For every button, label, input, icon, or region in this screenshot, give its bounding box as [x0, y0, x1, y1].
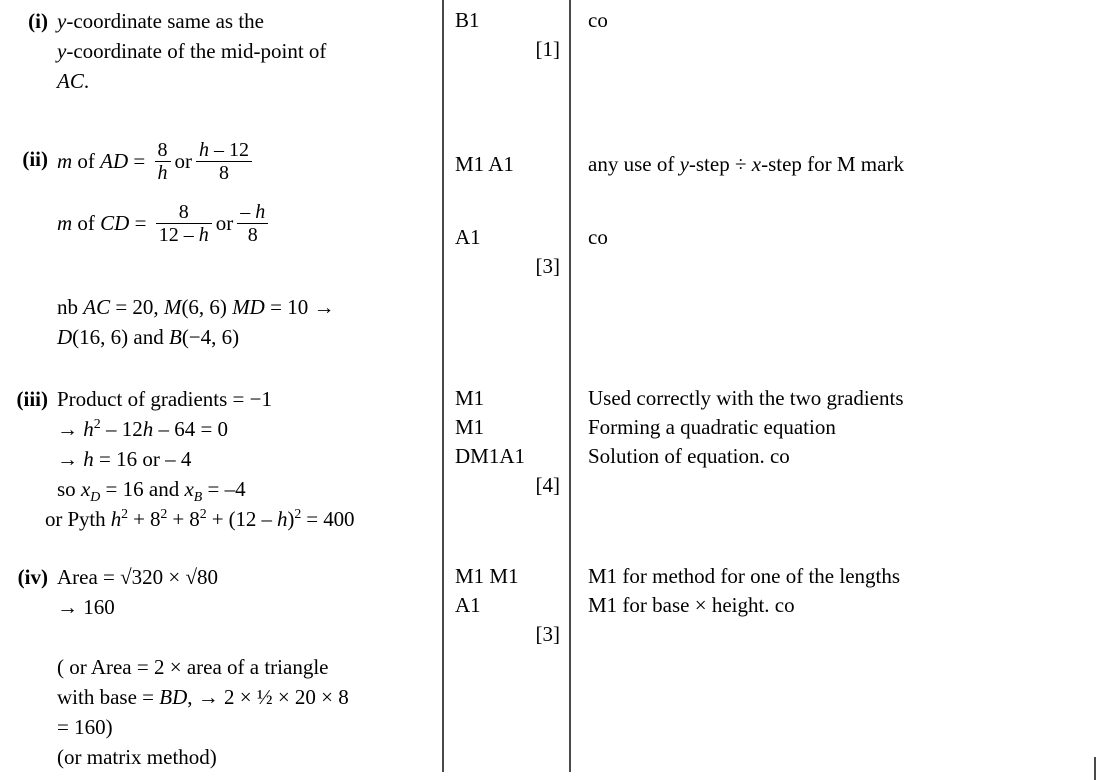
part-label-iv: (iv): [17, 565, 48, 589]
working-ii-line-1: m of AD = $\frac{8}{h}$ or $\frac{h - 12}{8}$: [57, 140, 439, 186]
comment-ii-line-2: co: [588, 225, 608, 249]
comments-iv: [588, 562, 1088, 620]
marks-total-iii: [4]: [535, 473, 560, 497]
part-label-ii: (ii): [22, 147, 48, 171]
marks-total-i: [1]: [535, 37, 560, 61]
working-iii-line-3: → h = 16 or – 4: [57, 447, 192, 471]
working-iii-line-2: → $h^2 - 12h - 64 = 0$: [57, 416, 229, 441]
marks-total-ii: [3]: [535, 254, 560, 278]
working-iii: [45, 384, 457, 534]
comments-i: [588, 6, 1088, 35]
point-M: M: [163, 295, 182, 319]
working-iii-line-5: or Pyth $h^2 + 8^2 + 8^2 + (12 - h)^2 = 400$: [45, 506, 355, 531]
marks-iv: [455, 562, 560, 649]
variable-m: m: [57, 148, 73, 173]
point-D: D: [57, 325, 73, 349]
marks-i: [455, 6, 560, 64]
part-label-i: (i): [28, 9, 48, 33]
variable-y: y: [57, 39, 67, 63]
working-iv-line-2: → 160: [57, 595, 115, 619]
comment-iii-line-1: Used correctly with the two gradients: [588, 386, 904, 410]
alt-line-4: (or matrix method): [57, 745, 217, 769]
working-i-line-2: y-coordinate of the mid-point of: [57, 39, 327, 63]
variable-y: y: [57, 9, 67, 33]
working-i: [57, 6, 439, 96]
comment-iv-line-2: M1 for base × height. co: [588, 593, 795, 617]
mark-code-m1m1: M1 M1: [455, 564, 519, 588]
mark-code-a1: A1: [455, 225, 481, 249]
working-iv-line-1: Area = √320 × √80: [57, 565, 219, 589]
mark-code-m1-second: M1: [455, 415, 485, 439]
point-B: B: [168, 325, 182, 349]
working-i-line-3: AC.: [57, 69, 90, 93]
alt-line-3: = 160): [57, 715, 113, 739]
mark-code-m1a1: M1 A1: [455, 152, 514, 176]
page-edge-rule: [1094, 757, 1096, 780]
working-alternative: [57, 652, 457, 772]
segment-BD: BD: [159, 685, 188, 709]
marks-iii: [455, 384, 560, 500]
variable-m: m: [57, 210, 73, 235]
working-ii-line-2: m of CD = $\frac{8}{12 - h}$ or $\frac{- h}{8}$: [57, 202, 439, 248]
fraction-h-minus-12-over-8: $\frac{h - 12}{8}$: [196, 139, 252, 185]
comment-i-line-1: co: [588, 8, 608, 32]
note-line-1: nb AC = 20, M(6, 6) MD = 10 →: [57, 295, 335, 319]
arrow-icon: →: [57, 447, 84, 471]
alt-line-1: ( or Area = 2 × area of a triangle: [57, 655, 329, 679]
mark-code-dm1a1: DM1A1: [455, 444, 526, 468]
fraction-numerator: h – 12: [196, 139, 252, 162]
mark-code-b1: B1: [455, 8, 480, 32]
fraction-numerator: – h: [237, 201, 268, 224]
mark-code-m1-first: M1: [455, 386, 485, 410]
note-line-2: D(16, 6) and B(−4, 6): [57, 325, 240, 349]
marks-ii: [455, 150, 560, 281]
working-iii-line-1: Product of gradients = −1: [57, 387, 272, 411]
comment-iii-line-3: Solution of equation. co: [588, 444, 790, 468]
segment-CD: CD: [100, 210, 130, 235]
column-divider-marks-comments: [569, 0, 571, 772]
segment-AC: AC: [57, 69, 84, 93]
segment-AC: AC: [83, 295, 111, 319]
segment-MD: MD: [232, 295, 265, 319]
comment-ii-line-1: any use of y-step ÷ x-step for M mark: [588, 152, 904, 176]
fraction-8-over-12-minus-h: $\frac{8}{12 - h}$: [156, 201, 212, 247]
segment-AD: AD: [100, 148, 129, 173]
working-note: [57, 292, 439, 352]
fraction-8-over-h: $\frac{8}{h}$: [155, 139, 171, 185]
part-label-iii: (iii): [16, 387, 48, 411]
working-iii-line-4: so $x_D = 16$ and $x_B = -4$: [57, 477, 246, 505]
alt-line-2: with base = BD, → 2 × ½ × 20 × 8: [57, 685, 349, 709]
comment-iii-line-2: Forming a quadratic equation: [588, 415, 836, 439]
mark-code-a1: A1: [455, 593, 481, 617]
comments-ii: [588, 150, 1088, 252]
comments-iii: [588, 384, 1088, 471]
working-i-line-1: y-coordinate same as the: [57, 9, 264, 33]
working-iv: [57, 562, 439, 622]
fraction-minus-h-over-8: $\frac{- h}{8}$: [237, 201, 268, 247]
comment-iv-line-1: M1 for method for one of the lengths: [588, 564, 901, 588]
fraction-denominator: 12 – h: [158, 224, 209, 246]
marks-total-iv: [3]: [535, 622, 560, 646]
working-ii: [57, 140, 439, 248]
arrow-icon: →: [57, 417, 84, 441]
